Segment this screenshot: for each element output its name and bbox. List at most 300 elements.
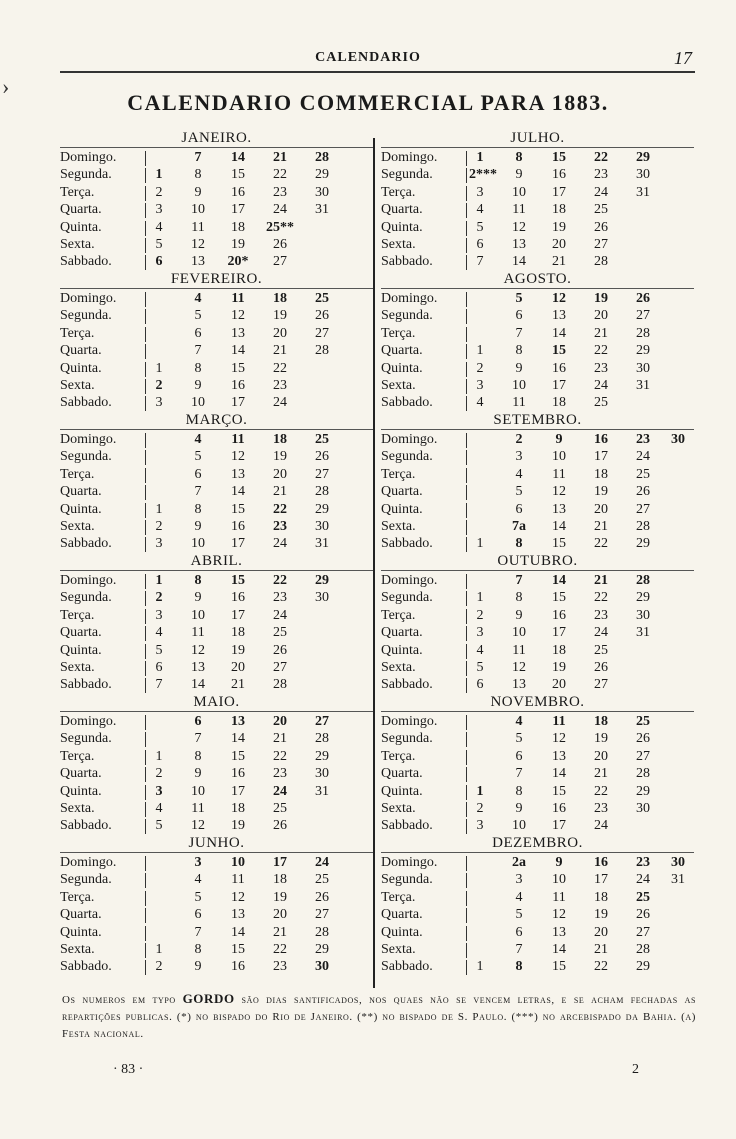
week-row	[381, 817, 694, 834]
weekday-bar	[466, 379, 467, 394]
day-number: 23	[273, 766, 287, 782]
day-number: 8	[194, 501, 202, 517]
weekday-bar	[145, 503, 146, 518]
day-number: 8	[194, 573, 202, 588]
day-number: 30	[671, 432, 685, 447]
weekday-label: Sexta.	[60, 800, 95, 816]
day-number: 9	[515, 167, 523, 183]
week-row	[60, 607, 373, 624]
day-number: 9	[555, 855, 563, 870]
day-number: 13	[552, 748, 566, 764]
month-rule	[381, 570, 694, 571]
weekday-label: Terça.	[60, 607, 95, 623]
day-number: 22	[273, 360, 287, 376]
weekday-bar	[466, 151, 467, 166]
day-number: 19	[594, 907, 608, 923]
day-number: 4	[515, 714, 523, 729]
day-number: 30	[315, 184, 329, 200]
day-number: 30	[636, 607, 650, 623]
day-number: 13	[191, 659, 205, 675]
weekday-label: Quarta.	[381, 343, 423, 359]
day-number: 13	[231, 907, 245, 923]
day-number: 14	[552, 325, 566, 341]
weekday-bar	[466, 678, 467, 693]
day-number: 29	[636, 959, 650, 975]
week-row	[381, 676, 694, 693]
week-row	[381, 483, 694, 500]
weekday-bar	[466, 943, 467, 958]
day-number: 8	[515, 150, 523, 165]
day-number: 8	[515, 590, 523, 606]
weekday-bar	[145, 591, 146, 606]
running-head-title: CALENDARIO	[315, 50, 421, 65]
day-number: 2	[476, 607, 484, 623]
weekday-label: Quinta.	[60, 783, 102, 799]
day-number: 28	[636, 766, 650, 782]
day-number: 8	[194, 748, 202, 764]
day-number: 1	[155, 941, 163, 957]
weekday-bar	[145, 626, 146, 641]
day-number: 27	[315, 466, 329, 482]
day-number: 7	[194, 150, 202, 165]
week-row	[381, 236, 694, 253]
day-number: 23	[273, 959, 287, 975]
week-row	[60, 184, 373, 201]
day-number: 7	[194, 731, 202, 747]
day-number: 6	[515, 308, 523, 324]
header-rule	[60, 71, 695, 73]
day-number: 8	[194, 360, 202, 376]
weekday-label: Terça.	[381, 325, 416, 341]
day-number: 4	[194, 291, 202, 306]
day-number: 19	[273, 449, 287, 465]
day-number: 16	[552, 360, 566, 376]
day-number: 22	[594, 959, 608, 975]
weekday-label: Quarta.	[381, 202, 423, 218]
month-rule	[60, 711, 373, 712]
weekday-bar	[466, 537, 467, 552]
weekday-label: Terça.	[60, 184, 95, 200]
day-number: 22	[594, 783, 608, 799]
weekday-label: Segunda.	[60, 590, 112, 606]
weekday-label: Quinta.	[60, 642, 102, 658]
day-number: 29	[636, 150, 650, 165]
week-row	[60, 854, 373, 871]
weekday-bar	[466, 591, 467, 606]
weekday-label: Domingo.	[381, 291, 438, 306]
day-number: 9	[515, 800, 523, 816]
day-number: 25	[315, 291, 329, 306]
day-number: 10	[512, 377, 526, 393]
day-number: 18	[231, 219, 245, 235]
month-name: OUTUBRO.	[497, 553, 578, 569]
day-number: 2***	[469, 167, 497, 183]
day-number: 9	[515, 607, 523, 623]
weekday-bar	[145, 873, 146, 888]
day-number: 18	[273, 291, 287, 306]
day-number: 24	[273, 607, 287, 623]
day-number: 30	[315, 590, 329, 606]
week-row	[381, 958, 694, 975]
day-number: 15	[231, 573, 245, 588]
day-number: 15	[231, 941, 245, 957]
day-number: 5	[194, 308, 202, 324]
day-number: 19	[594, 484, 608, 500]
weekday-label: Quinta.	[60, 219, 102, 235]
day-number: 9	[194, 766, 202, 782]
day-number: 17	[273, 855, 287, 870]
day-number: 24	[594, 184, 608, 200]
weekday-bar	[466, 856, 467, 871]
weekday-label: Quarta.	[381, 484, 423, 500]
day-number: 2	[155, 184, 163, 200]
day-number: 5	[155, 818, 163, 834]
day-number: 17	[231, 607, 245, 623]
day-number: 5	[155, 236, 163, 252]
column-divider	[373, 138, 375, 988]
weekday-bar	[466, 732, 467, 747]
weekday-bar	[145, 433, 146, 448]
weekday-label: Domingo.	[381, 432, 438, 447]
weekday-label: Quinta.	[381, 783, 423, 799]
day-number: 1	[155, 748, 163, 764]
weekday-bar	[466, 503, 467, 518]
weekday-bar	[466, 785, 467, 800]
week-row	[60, 448, 373, 465]
weekday-bar	[145, 715, 146, 730]
day-number: 14	[552, 941, 566, 957]
day-number: 29	[636, 536, 650, 552]
day-number: 16	[552, 800, 566, 816]
day-number: 22	[273, 573, 287, 588]
weekday-bar	[466, 520, 467, 535]
weekday-bar	[145, 943, 146, 958]
month-block	[381, 835, 694, 976]
day-number: 25	[594, 642, 608, 658]
weekday-bar	[145, 186, 146, 201]
weekday-bar	[466, 221, 467, 236]
week-row	[60, 219, 373, 236]
week-row	[381, 941, 694, 958]
month-block	[60, 553, 373, 694]
week-row	[381, 166, 694, 183]
day-number: 29	[315, 573, 329, 588]
week-row	[60, 765, 373, 782]
day-number: 14	[231, 731, 245, 747]
day-number: 23	[594, 167, 608, 183]
day-number: 1	[476, 536, 484, 552]
day-number: 29	[315, 941, 329, 957]
weekday-bar	[145, 750, 146, 765]
weekday-bar	[145, 767, 146, 782]
month-name: MARÇO.	[185, 412, 248, 428]
weekday-bar	[145, 856, 146, 871]
month-rule	[381, 288, 694, 289]
day-number: 6	[155, 254, 163, 270]
week-row	[60, 748, 373, 765]
day-number: 1	[155, 573, 163, 588]
day-number: 23	[594, 607, 608, 623]
weekday-bar	[466, 203, 467, 218]
day-number: 28	[273, 677, 287, 693]
day-number: 18	[273, 432, 287, 447]
day-number: 25	[594, 395, 608, 411]
month-block	[60, 412, 373, 553]
day-number: 31	[636, 625, 650, 641]
day-number: 13	[552, 924, 566, 940]
weekday-label: Sexta.	[381, 659, 416, 675]
day-number: 20	[552, 677, 566, 693]
weekday-label: Segunda.	[381, 590, 433, 606]
weekday-label: Segunda.	[381, 167, 433, 183]
month-rule	[60, 429, 373, 430]
day-number: 13	[552, 308, 566, 324]
day-number: 6	[194, 714, 202, 729]
day-number: 10	[552, 449, 566, 465]
day-number: 27	[636, 308, 650, 324]
day-number: 25**	[266, 219, 294, 235]
day-number: 25	[273, 625, 287, 641]
weekday-bar	[145, 292, 146, 307]
day-number: 17	[594, 872, 608, 888]
week-row	[60, 166, 373, 183]
day-number: 3	[515, 872, 523, 888]
day-number: 5	[194, 889, 202, 905]
week-row	[60, 377, 373, 394]
day-number: 18	[273, 872, 287, 888]
week-row	[60, 501, 373, 518]
day-number: 12	[191, 818, 205, 834]
day-number: 26	[315, 449, 329, 465]
weekday-bar	[466, 715, 467, 730]
week-row	[381, 149, 694, 166]
day-number: 10	[191, 395, 205, 411]
day-number: 21	[594, 518, 608, 534]
week-row	[60, 236, 373, 253]
day-number: 29	[315, 501, 329, 517]
day-number: 11	[191, 625, 205, 641]
month-name: JUNHO.	[188, 835, 245, 851]
weekday-label: Sabbado.	[60, 959, 112, 975]
weekday-bar	[145, 468, 146, 483]
month-name: JANEIRO.	[181, 130, 252, 146]
day-number: 7	[194, 343, 202, 359]
day-number: 28	[636, 518, 650, 534]
day-number: 7	[515, 573, 523, 588]
week-row	[381, 394, 694, 411]
month-rule	[60, 570, 373, 571]
day-number: 18	[552, 642, 566, 658]
week-row	[60, 800, 373, 817]
month-rule	[60, 288, 373, 289]
day-number: 15	[231, 360, 245, 376]
day-number: 10	[512, 625, 526, 641]
day-number: 1	[476, 959, 484, 975]
weekday-label: Sexta.	[381, 236, 416, 252]
week-row	[381, 659, 694, 676]
day-number: 25	[315, 432, 329, 447]
month-name: NOVEMBRO.	[490, 694, 585, 710]
day-number: 20	[273, 907, 287, 923]
day-number: 16	[594, 432, 608, 447]
weekday-bar	[145, 221, 146, 236]
weekday-bar	[145, 537, 146, 552]
day-number: 5	[155, 642, 163, 658]
week-row	[381, 307, 694, 324]
day-number: 19	[552, 659, 566, 675]
weekday-label: Quarta.	[381, 907, 423, 923]
day-number: 2	[155, 518, 163, 534]
day-number: 16	[231, 959, 245, 975]
week-row	[60, 624, 373, 641]
day-number: 3	[476, 377, 484, 393]
day-number: 6	[515, 924, 523, 940]
day-number: 31	[671, 872, 685, 888]
weekday-label: Domingo.	[60, 573, 117, 588]
day-number: 16	[231, 766, 245, 782]
weekday-bar	[145, 732, 146, 747]
weekday-label: Segunda.	[381, 449, 433, 465]
weekday-label: Sabbado.	[60, 254, 112, 270]
day-number: 21	[273, 343, 287, 359]
day-number: 10	[512, 184, 526, 200]
day-number: 3	[194, 855, 202, 870]
week-row	[60, 360, 373, 377]
day-number: 4	[476, 642, 484, 658]
day-number: 14	[512, 254, 526, 270]
day-number: 18	[594, 889, 608, 905]
week-row	[381, 854, 694, 871]
day-number: 25	[636, 466, 650, 482]
day-number: 21	[552, 254, 566, 270]
weekday-bar	[145, 344, 146, 359]
day-number: 1	[476, 343, 484, 359]
day-number: 16	[231, 518, 245, 534]
day-number: 1	[476, 590, 484, 606]
week-row	[60, 325, 373, 342]
day-number: 26	[315, 308, 329, 324]
day-number: 2	[155, 766, 163, 782]
day-number: 2a	[512, 855, 526, 870]
month-name: ABRIL.	[190, 553, 243, 569]
day-number: 13	[512, 236, 526, 252]
day-number: 11	[512, 395, 526, 411]
day-number: 10	[191, 783, 205, 799]
day-number: 15	[552, 959, 566, 975]
week-row	[381, 448, 694, 465]
weekday-bar	[466, 468, 467, 483]
day-number: 11	[512, 202, 526, 218]
weekday-bar	[466, 433, 467, 448]
day-number: 22	[273, 167, 287, 183]
weekday-bar	[466, 292, 467, 307]
week-row	[381, 501, 694, 518]
day-number: 4	[155, 219, 163, 235]
weekday-label: Segunda.	[60, 167, 112, 183]
weekday-label: Terça.	[60, 748, 95, 764]
day-number: 19	[273, 889, 287, 905]
week-row	[60, 906, 373, 923]
day-number: 25	[636, 714, 650, 729]
weekday-label: Sexta.	[381, 518, 416, 534]
day-number: 6	[194, 907, 202, 923]
day-number: 16	[552, 607, 566, 623]
weekday-bar	[145, 891, 146, 906]
day-number: 13	[231, 714, 245, 729]
weekday-bar	[466, 750, 467, 765]
week-row	[381, 889, 694, 906]
weekday-label: Terça.	[381, 184, 416, 200]
day-number: 22	[273, 501, 287, 517]
weekday-label: Quinta.	[381, 642, 423, 658]
day-number: 5	[515, 907, 523, 923]
month-name: FEVEREIRO.	[170, 271, 263, 287]
day-number: 4	[476, 395, 484, 411]
weekday-bar	[466, 186, 467, 201]
footnote-part1: Os numeros em typo	[62, 994, 176, 1006]
month-name: DEZEMBRO.	[492, 835, 583, 851]
week-row	[60, 466, 373, 483]
day-number: 4	[515, 889, 523, 905]
weekday-label: Sabbado.	[60, 395, 112, 411]
week-row	[60, 871, 373, 888]
day-number: 15	[231, 748, 245, 764]
day-number: 31	[315, 536, 329, 552]
day-number: 14	[552, 518, 566, 534]
day-number: 3	[155, 395, 163, 411]
week-row	[381, 624, 694, 641]
day-number: 5	[476, 659, 484, 675]
month-name: SETEMBRO.	[493, 412, 582, 428]
day-number: 30	[636, 800, 650, 816]
day-number: 24	[273, 536, 287, 552]
week-row	[60, 958, 373, 975]
weekday-bar	[466, 168, 467, 183]
day-number: 25	[273, 800, 287, 816]
weekday-bar	[466, 926, 467, 941]
running-head	[0, 50, 736, 70]
week-row	[381, 325, 694, 342]
weekday-bar	[466, 644, 467, 659]
week-row	[381, 219, 694, 236]
day-number: 12	[231, 308, 245, 324]
day-number: 19	[231, 236, 245, 252]
day-number: 15	[552, 536, 566, 552]
weekday-bar	[145, 450, 146, 465]
weekday-bar	[145, 203, 146, 218]
weekday-label: Segunda.	[60, 308, 112, 324]
day-number: 30	[315, 766, 329, 782]
day-number: 30	[636, 360, 650, 376]
day-number: 1	[155, 501, 163, 517]
weekday-bar	[466, 362, 467, 377]
week-row	[60, 290, 373, 307]
week-row	[381, 518, 694, 535]
day-number: 13	[191, 254, 205, 270]
weekday-label: Quarta.	[60, 907, 102, 923]
day-number: 19	[594, 291, 608, 306]
day-number: 16	[231, 590, 245, 606]
weekday-bar	[466, 908, 467, 923]
weekday-label: Quarta.	[381, 625, 423, 641]
day-number: 30	[671, 855, 685, 870]
day-number: 24	[594, 818, 608, 834]
week-row	[381, 607, 694, 624]
day-number: 12	[552, 484, 566, 500]
day-number: 21	[594, 325, 608, 341]
day-number: 2	[476, 800, 484, 816]
day-number: 23	[273, 184, 287, 200]
